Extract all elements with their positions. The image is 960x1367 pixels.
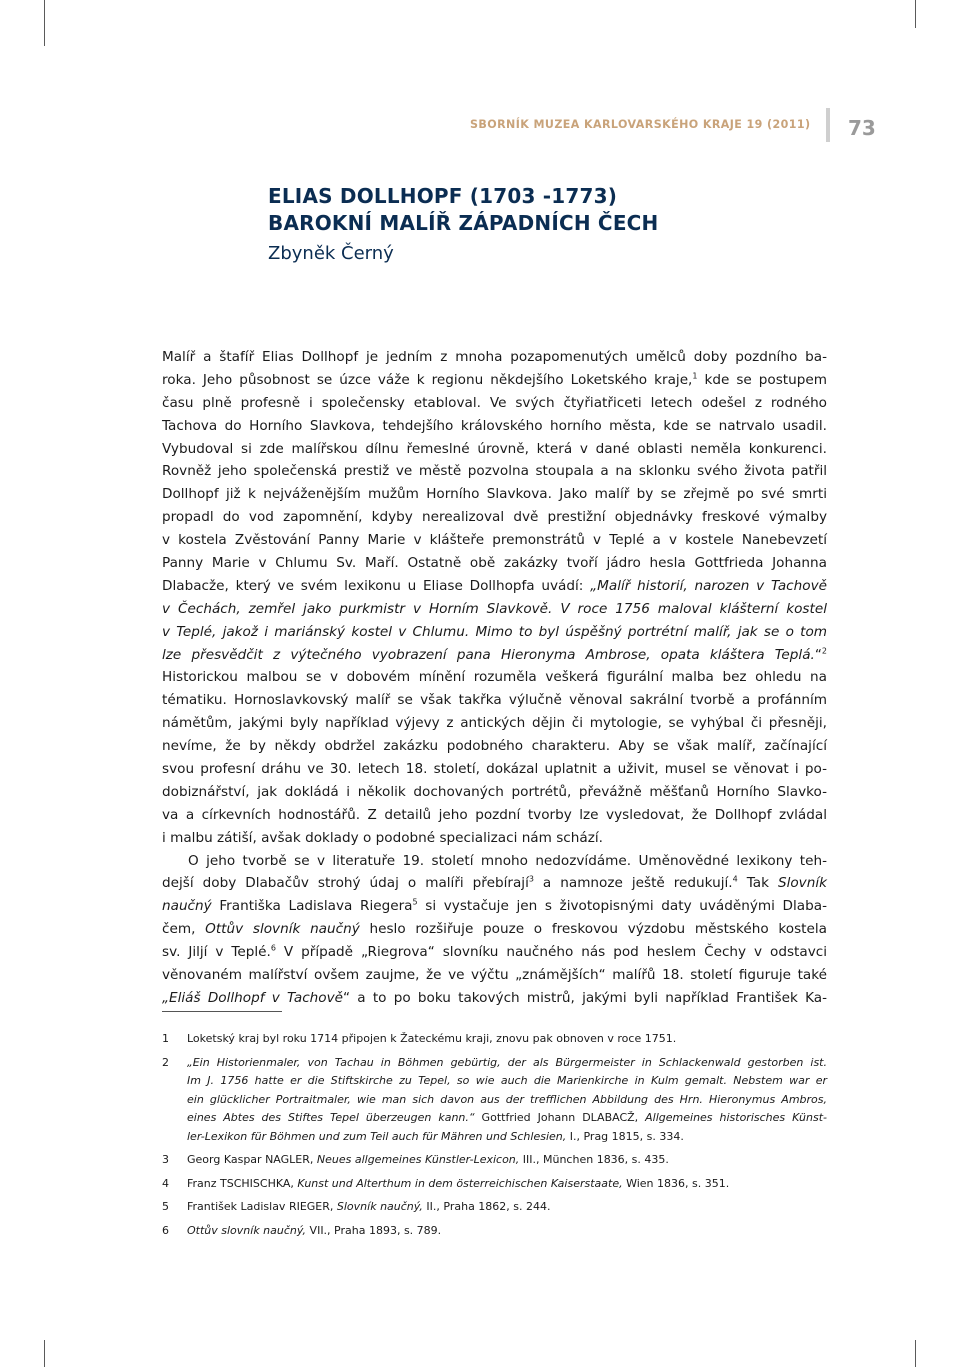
body-line bbox=[162, 529, 827, 552]
footnote-work-title: Kunst und Alterthum in dem österreichischen Kaiserstaate, bbox=[297, 1176, 623, 1190]
body-text: věnovaném malířství ovšem zaujme, že ve výčtu „známějších“ malířů 18. století figuruje také bbox=[162, 967, 827, 984]
footnote-ref[interactable]: 4 bbox=[732, 874, 738, 884]
crop-mark-top-right bbox=[915, 0, 916, 28]
footnote-text: II., Praha 1862, s. 244. bbox=[422, 1200, 551, 1213]
body-line bbox=[162, 415, 827, 438]
body-line bbox=[162, 735, 827, 758]
footnote-number: 2 bbox=[162, 1055, 169, 1069]
body-text: Malíř a štafíř Elias Dollhopf je jedním z mnoha pozapomenutých umělců doby pozdního ba- bbox=[162, 349, 827, 365]
body-text: heslo rozšiřuje pouze o freskovou výzdobu městského kostela bbox=[359, 921, 827, 938]
body-line bbox=[162, 483, 827, 506]
footnote-line bbox=[187, 1109, 827, 1128]
body-text: Františka Ladislava Riegera bbox=[211, 898, 413, 915]
footnote-number: 3 bbox=[162, 1153, 169, 1166]
body-text: O jeho tvorbě se v literatuře 19. století mnoho nedozvídáme. Uměnovědné lexikony teh- bbox=[188, 852, 827, 869]
body-line bbox=[162, 689, 827, 712]
footnote-text: I., Prag 1815, s. 334. bbox=[566, 1129, 684, 1143]
footnote-text: František Ladislav RIEGER, bbox=[187, 1200, 337, 1213]
body-text: si vystačuje jen s životopisnými daty uváděnými Dlaba- bbox=[417, 898, 827, 915]
footnote-ref[interactable]: 1 bbox=[692, 371, 698, 381]
footnote-text: Franz TSCHISCHKA, bbox=[187, 1176, 298, 1190]
work-title: Slovník bbox=[777, 875, 827, 892]
body-text: “ bbox=[814, 646, 822, 663]
footnote-divider bbox=[162, 1011, 282, 1012]
body-line bbox=[162, 781, 827, 804]
body-line bbox=[162, 575, 827, 598]
footnote-work-title: Allgemeines historisches Künst- bbox=[645, 1111, 827, 1124]
body-text: Dlabacže, který ve svém lexikonu u Eliase Dollhopfa uvádí: bbox=[162, 577, 591, 594]
footnote-work-title: Slovník naučný, bbox=[336, 1200, 423, 1213]
crop-mark-bottom-left bbox=[44, 1340, 45, 1367]
body-text: Panny Marie v Chlumu Sv. Maří. Ostatně obě zakázky tvoří jádro hesla Gottfrieda Johanna bbox=[162, 555, 827, 572]
body-line bbox=[162, 987, 827, 1010]
footnote-text: Georg Kaspar NAGLER, bbox=[187, 1153, 317, 1166]
footnote-work-title: Ottův slovník naučný, bbox=[187, 1223, 307, 1237]
footnote-text: III., München 1836, s. 435. bbox=[519, 1153, 669, 1166]
body-line bbox=[162, 644, 827, 667]
footnotes bbox=[162, 1030, 827, 1245]
footnote-text: VII., Praha 1893, s. 789. bbox=[306, 1223, 442, 1237]
body-text: nevíme, že by někdy obdržel zakázku podobného charakteru. Aby se však malíř, začínající bbox=[162, 738, 827, 755]
body-text: dejší doby Dlabačův strohý údaj o malíři přebírají bbox=[162, 875, 529, 892]
body-line bbox=[162, 666, 827, 689]
body-line bbox=[162, 621, 827, 644]
footnote-text: „Ein Historienmaler, von Tachau in Böhmen gebürtig, der als Bürgermeister in Schlackenwald gestorben ist. bbox=[187, 1055, 827, 1069]
article-title-line-2: BAROKNÍ MALÍŘ ZÁPADNÍCH ČECH bbox=[268, 211, 659, 235]
page-number: 73 bbox=[848, 116, 876, 140]
article-author: Zbyněk Černý bbox=[268, 243, 394, 264]
body-text: námětům, jakými byly například výjevy z antických dějin či mytologie, se vyhýbal či přesněji, bbox=[162, 715, 827, 732]
header-divider bbox=[826, 108, 830, 142]
body-text: čem, bbox=[162, 921, 206, 938]
body-line bbox=[162, 804, 827, 827]
quote-text: „Eliáš Dollhopf v Tachově bbox=[162, 989, 344, 1006]
footnote-number: 6 bbox=[162, 1223, 169, 1237]
quote-text: v Čechách, zemřel jako purkmistr v Horním Slavkově. V roce 1756 maloval klášterní kostel bbox=[162, 600, 827, 617]
body-text: v kostela Zvěstování Panny Marie v klášteře premonstrátů v Teplé a v kostele Nanebevzetí bbox=[162, 532, 827, 549]
footnote-line bbox=[187, 1175, 827, 1194]
footnote-work-title: ler-Lexikon für Böhmen und zum Teil auch für Mähren und Schlesien, bbox=[187, 1129, 567, 1143]
body-text: Tachova do Horního Slavkova, tehdejšího královského horního města, kde se natrvalo usadil. bbox=[162, 417, 827, 434]
body-line bbox=[162, 346, 827, 369]
body-text: dobiznářství, jak dokládá i několik dochovaných portrétů, převážně měšťanů Horního Slavko- bbox=[162, 783, 827, 800]
quote-text: „Malíř historií, narozen v Tachově bbox=[590, 577, 827, 594]
body-line bbox=[162, 918, 827, 941]
body-line bbox=[162, 552, 827, 575]
quote-text: lze přesvědčit z výtečného vyobrazení pana Hieronyma Ambrose, opata kláštera Teplá. bbox=[162, 646, 815, 663]
body-text: svou profesní dráhu ve 30. letech 18. století, dokázal uplatnit a uživit, musel se věnovat i po- bbox=[162, 761, 827, 778]
body-line bbox=[162, 964, 827, 987]
body-text: Historickou malbou se v dobovém mínění rozuměla veškerá figurální malba bez ohledu na bbox=[162, 669, 827, 686]
article-title-line-1: ELIAS DOLLHOPF (1703 -1773) bbox=[268, 184, 618, 208]
body-line bbox=[162, 460, 827, 483]
footnote-text: Loketský kraj byl roku 1714 připojen k Žateckému kraji, znovu pak obnoven v roce 1751. bbox=[187, 1032, 677, 1045]
footnote-text: ein glücklicher Portraitmaler, wie man sich davon aus der trefflichen Abbildung des Hrn. Hieronymus Ambros, bbox=[187, 1092, 827, 1106]
body-text: i malbu zátiší, avšak doklady o podobné specializaci nám schází. bbox=[162, 829, 603, 846]
body-line bbox=[162, 369, 827, 392]
footnote-line bbox=[187, 1198, 827, 1217]
footnote-line bbox=[187, 1222, 827, 1241]
crop-mark-top-left bbox=[44, 0, 45, 46]
footnote-quote: eines Abtes des Stiftes Tepel überzeugen kann.“ bbox=[187, 1111, 475, 1124]
quote-text: v Teplé, jakož i mariánský kostel v Chlumu. Mimo to byl úspěšný portrétní malíř, jak se o tom bbox=[162, 623, 827, 640]
footnote-ref[interactable]: 6 bbox=[270, 943, 276, 953]
article-title-block bbox=[268, 183, 868, 267]
footnote-ref[interactable]: 3 bbox=[528, 874, 534, 884]
body-line bbox=[162, 758, 827, 781]
footnote-text: Im J. 1756 hatte er die Stiftskirche zu Tepel, so wie auch die Marienkirche in Kulm gemalt. Nebstem war er bbox=[187, 1074, 827, 1087]
footnote-text: Wien 1836, s. 351. bbox=[622, 1176, 730, 1190]
running-head: SBORNÍK MUZEA KARLOVARSKÉHO KRAJE 19 (2011) bbox=[470, 118, 811, 131]
body-text: sv. Jiljí v Teplé. bbox=[162, 944, 271, 961]
footnote-1 bbox=[162, 1030, 827, 1049]
body-line bbox=[162, 872, 827, 895]
footnote-6 bbox=[162, 1222, 827, 1241]
footnote-5 bbox=[162, 1198, 827, 1217]
footnote-text: Gottfried Johann DLABACŽ, bbox=[474, 1111, 646, 1124]
body-line bbox=[162, 438, 827, 461]
body-line bbox=[162, 895, 827, 918]
body-line bbox=[162, 941, 827, 964]
footnote-4 bbox=[162, 1175, 827, 1194]
footnote-line bbox=[187, 1128, 827, 1147]
body-line bbox=[162, 506, 827, 529]
body-text: Tak bbox=[737, 875, 778, 892]
footnote-ref[interactable]: 5 bbox=[412, 897, 418, 907]
body-text: roka. Jeho působnost se úzce váže k regionu někdejšího Loketského kraje, bbox=[162, 371, 693, 388]
body-text: propadl do vod zapomnění, kdyby nerealizoval dvě prestižní objednávky freskové výmalby bbox=[162, 509, 827, 526]
body-line bbox=[162, 598, 827, 621]
body-text: kde se postupem bbox=[697, 371, 827, 388]
work-title: naučný bbox=[162, 898, 212, 915]
article-body bbox=[162, 346, 827, 1010]
footnote-line bbox=[187, 1151, 827, 1170]
body-text: Rovněž jeho společenská prestiž ve městě pozvolna stoupala a na sklonku svého života patřil bbox=[162, 463, 827, 480]
body-text: “ a to po boku takových mistrů, jakými byli například František Ka- bbox=[343, 989, 828, 1006]
body-line bbox=[162, 827, 827, 850]
crop-mark-bottom-right bbox=[915, 1340, 916, 1367]
body-text: a namnoze ještě redukují. bbox=[533, 875, 733, 892]
body-text: Dollhopf již k nejváženějším mužům Horního Slavkova. Jako malíř by se zřejmě po své smrti bbox=[162, 486, 827, 503]
body-text: tématiku. Hornoslavkovský malíř se však takřka výlučně věnoval sakrální tvorbě a profánním bbox=[162, 692, 827, 709]
footnote-work-title: Neues allgemeines Künstler-Lexicon, bbox=[316, 1153, 520, 1166]
body-line bbox=[162, 850, 827, 873]
footnote-3 bbox=[162, 1151, 827, 1170]
footnote-2 bbox=[162, 1054, 827, 1147]
body-text: V případě „Riegrova“ slovníku naučného nás pod heslem Čechy v odstavci bbox=[275, 944, 828, 961]
body-text: Vybudoval si zde malířskou dílnu řemeslné úrovně, která v dané oblasti neměla konkurenci. bbox=[162, 440, 827, 457]
work-title: Ottův slovník naučný bbox=[205, 921, 360, 938]
body-text: času plně profesně i společensky etabloval. Ve svých čtyřiatřiceti letech odešel z rodného bbox=[162, 394, 827, 411]
body-text: va a církevních hodnostářů. Z detailů jeho pozdní tvorby lze vysledovat, že Dollhopf zvládal bbox=[162, 806, 827, 823]
footnote-ref[interactable]: 2 bbox=[821, 646, 827, 656]
footnote-number: 1 bbox=[162, 1032, 169, 1045]
body-line bbox=[162, 392, 827, 415]
footnote-number: 4 bbox=[162, 1176, 169, 1190]
footnote-number: 5 bbox=[162, 1200, 169, 1213]
body-line bbox=[162, 712, 827, 735]
